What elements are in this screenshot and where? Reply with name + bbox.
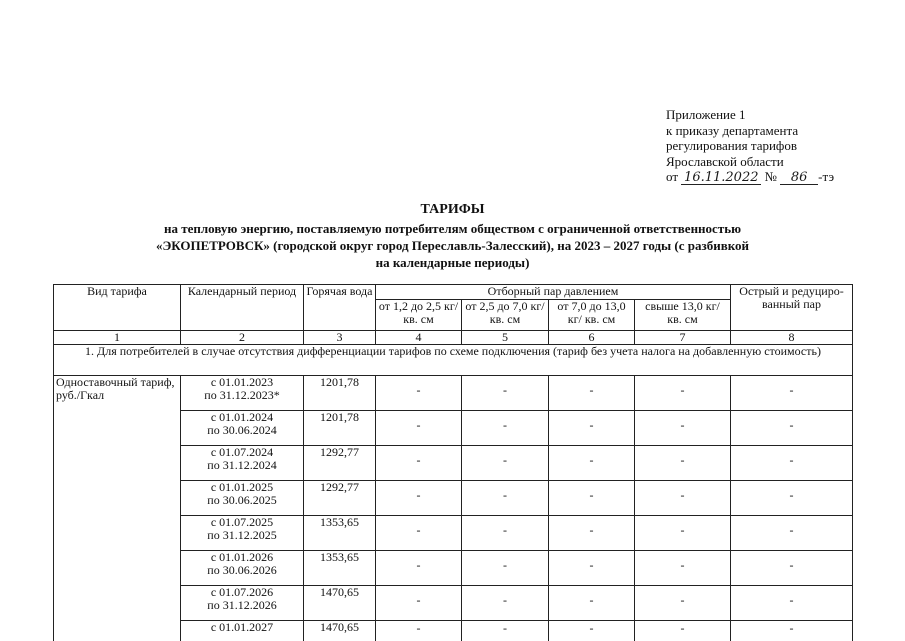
- dash-cell: -: [635, 481, 731, 516]
- section-heading: 1. Для потребителей в случае отсутствия дифференциации тарифов по схеме подключения (тариф без учета налога на добавленную стоимость): [54, 345, 853, 376]
- dash-cell: -: [376, 481, 462, 516]
- header-steam-col: от 1,2 до 2,5 кг/ кв. см: [376, 300, 462, 331]
- period-cell: [181, 446, 304, 481]
- dash-cell: -: [731, 586, 853, 621]
- period-to: по 30.06.2024: [183, 424, 301, 437]
- dash-cell: -: [731, 621, 853, 641]
- dash-cell: -: [549, 376, 635, 411]
- period-cell: [181, 621, 304, 641]
- dash-cell: -: [635, 516, 731, 551]
- dash-cell: -: [731, 516, 853, 551]
- column-number: 5: [462, 331, 549, 345]
- hot-water-value: 1470,65: [304, 586, 376, 621]
- dash-cell: -: [376, 586, 462, 621]
- dash-cell: -: [635, 586, 731, 621]
- hot-water-value: 1201,78: [304, 411, 376, 446]
- hot-water-value: 1292,77: [304, 481, 376, 516]
- number-sign: №: [765, 169, 777, 184]
- dash-cell: -: [731, 551, 853, 586]
- header-period: Календарный период: [181, 285, 304, 331]
- dash-cell: -: [462, 621, 549, 641]
- period-from: с 01.01.2025: [183, 481, 301, 494]
- period-cell: [181, 481, 304, 516]
- dash-cell: -: [635, 411, 731, 446]
- subtitle-line: на тепловую энергию, поставляемую потребителям обществом с ограниченной ответственностью: [70, 220, 835, 237]
- dash-cell: -: [635, 446, 731, 481]
- period-from: с 01.01.2026: [183, 551, 301, 564]
- dash-cell: -: [376, 551, 462, 586]
- subtitle-line: на календарные периоды): [70, 254, 835, 271]
- period-from: с 01.07.2025: [183, 516, 301, 529]
- header-steam-col: свыше 13,0 кг/ кв. см: [635, 300, 731, 331]
- dash-cell: -: [462, 481, 549, 516]
- dash-cell: -: [549, 621, 635, 641]
- dash-cell: -: [635, 621, 731, 641]
- column-number: 8: [731, 331, 853, 345]
- order-date-line: [666, 169, 834, 185]
- dash-cell: -: [462, 446, 549, 481]
- dash-cell: -: [731, 446, 853, 481]
- dash-cell: -: [376, 621, 462, 641]
- dash-cell: -: [462, 551, 549, 586]
- period-cell: [181, 411, 304, 446]
- header-steam-col: от 2,5 до 7,0 кг/ кв. см: [462, 300, 549, 331]
- table-row: [54, 376, 853, 411]
- dash-cell: -: [549, 551, 635, 586]
- dash-cell: -: [462, 586, 549, 621]
- period-from: с 01.01.2023: [183, 376, 301, 389]
- dash-cell: -: [376, 516, 462, 551]
- header-hot-water: Горячая вода: [304, 285, 376, 331]
- period-from: с 01.01.2027: [183, 621, 301, 634]
- dash-cell: -: [462, 516, 549, 551]
- period-from: с 01.07.2026: [183, 586, 301, 599]
- period-from: с 01.01.2024: [183, 411, 301, 424]
- period-to: по 31.12.2025: [183, 529, 301, 542]
- dash-cell: -: [376, 446, 462, 481]
- period-to: по 31.12.2023*: [183, 389, 301, 402]
- appendix-block: [666, 107, 834, 185]
- dash-cell: -: [462, 376, 549, 411]
- subtitle-line: «ЭКОПЕТРОВСК» (городской округ город Переславль-Залесский), на 2023 – 2027 годы (с разбивкой: [70, 237, 835, 254]
- column-number: 2: [181, 331, 304, 345]
- period-to: по 30.06.2026: [183, 564, 301, 577]
- column-number: 3: [304, 331, 376, 345]
- column-number: 7: [635, 331, 731, 345]
- period-to: по 31.12.2024: [183, 459, 301, 472]
- dash-cell: -: [376, 376, 462, 411]
- column-number: 6: [549, 331, 635, 345]
- appendix-line: регулирования тарифов: [666, 138, 834, 154]
- hot-water-value: 1353,65: [304, 516, 376, 551]
- dash-cell: -: [549, 516, 635, 551]
- dash-cell: -: [635, 551, 731, 586]
- dash-cell: -: [549, 411, 635, 446]
- appendix-line: к приказу департамента: [666, 123, 834, 139]
- dash-cell: -: [635, 376, 731, 411]
- hot-water-value: 1292,77: [304, 446, 376, 481]
- appendix-line: Приложение 1: [666, 107, 834, 123]
- column-number: 1: [54, 331, 181, 345]
- dash-cell: -: [549, 481, 635, 516]
- dash-cell: -: [376, 411, 462, 446]
- period-to: по 31.12.2026: [183, 599, 301, 612]
- tariff-type-cell: Одноставочный тариф, руб./Гкал: [54, 376, 181, 641]
- hot-water-value: 1470,65: [304, 621, 376, 641]
- period-cell: [181, 586, 304, 621]
- period-cell: [181, 516, 304, 551]
- document-subtitle: [70, 220, 835, 271]
- tariff-table: [53, 284, 853, 641]
- dash-cell: -: [731, 376, 853, 411]
- document-title: ТАРИФЫ: [60, 202, 845, 218]
- header-steam-group: Отборный пар давлением: [376, 285, 731, 300]
- period-to: по 30.06.2025: [183, 494, 301, 507]
- dash-cell: -: [731, 481, 853, 516]
- period-from: с 01.07.2024: [183, 446, 301, 459]
- header-type: Вид тарифа: [54, 285, 181, 331]
- dash-cell: -: [549, 586, 635, 621]
- hot-water-value: 1353,65: [304, 551, 376, 586]
- from-label: от: [666, 169, 678, 184]
- dash-cell: -: [731, 411, 853, 446]
- dash-cell: -: [462, 411, 549, 446]
- period-cell: [181, 376, 304, 411]
- period-cell: [181, 551, 304, 586]
- order-date: 16.11.2022: [681, 171, 761, 185]
- order-number: 86: [780, 171, 818, 185]
- header-steam-col: от 7,0 до 13,0 кг/ кв. см: [549, 300, 635, 331]
- hot-water-value: 1201,78: [304, 376, 376, 411]
- header-sharp-steam: Острый и редуциро-ванный пар: [731, 285, 853, 331]
- appendix-line: Ярославской области: [666, 154, 834, 170]
- order-suffix: -тэ: [818, 169, 834, 184]
- column-number: 4: [376, 331, 462, 345]
- dash-cell: -: [549, 446, 635, 481]
